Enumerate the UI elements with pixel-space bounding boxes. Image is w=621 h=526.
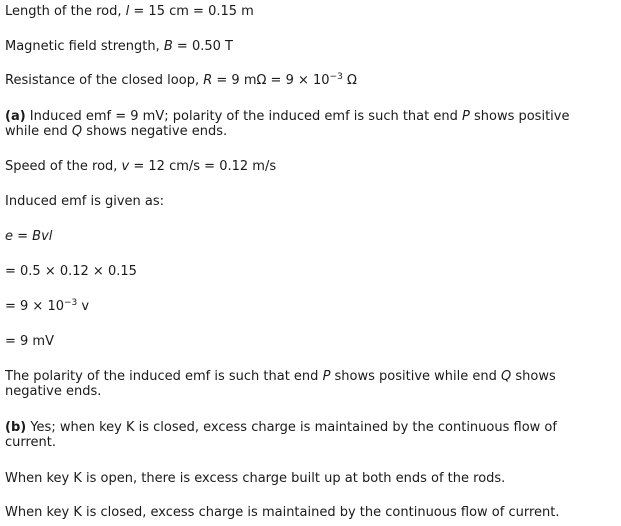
speed-value: = 12 cm/s = 0.12 m/s bbox=[129, 159, 277, 174]
rod-length-line bbox=[5, 4, 254, 19]
key-open-text: When key K is open, there is excess charge built up at both ends of the rods. bbox=[5, 471, 506, 486]
resistance-unit: Ω bbox=[342, 73, 357, 88]
rod-length-symbol: l bbox=[125, 4, 130, 19]
calc-step-3: = 9 mV bbox=[5, 334, 54, 349]
emf-formula bbox=[5, 229, 52, 244]
part-a-text-2: shows positive while end bbox=[5, 109, 570, 139]
speed-symbol: v bbox=[121, 159, 130, 174]
polarity-end-q: Q bbox=[501, 369, 512, 384]
polarity-paragraph bbox=[5, 369, 605, 399]
end-q-label: Q bbox=[71, 124, 83, 139]
polarity-end-p: P bbox=[322, 369, 331, 384]
field-strength-value: = 0.50 T bbox=[172, 39, 233, 54]
step-2-unit: v bbox=[77, 299, 90, 314]
part-b-text: Yes; when key K is closed, excess charge is maintained by the continuous flow of current. bbox=[5, 420, 557, 450]
part-b-marker: (b) bbox=[5, 420, 27, 435]
rod-length-label: Length of the rod, bbox=[5, 4, 126, 19]
calc-step-2 bbox=[5, 299, 89, 314]
part-a-text: Induced emf = 9 mV; polarity of the induced emf is such that end bbox=[25, 109, 462, 124]
resistance-label: Resistance of the closed loop, bbox=[5, 73, 204, 88]
part-a-text-3: shows negative ends. bbox=[82, 124, 228, 139]
polarity-text: The polarity of the induced emf is such that end bbox=[5, 369, 323, 384]
formula-lhs: e bbox=[5, 229, 13, 244]
speed-label: Speed of the rod, bbox=[5, 159, 122, 174]
key-closed-text: When key K is closed, excess charge is maintained by the continuous flow of current. bbox=[5, 505, 560, 520]
resistance-value: = 9 mΩ = 9 × 10 bbox=[212, 73, 330, 88]
field-strength-line bbox=[5, 39, 233, 54]
part-a-marker: (a) bbox=[5, 109, 26, 124]
part-b-paragraph bbox=[5, 420, 605, 450]
step-2-exponent: −3 bbox=[64, 298, 78, 308]
formula-eq: = bbox=[13, 229, 33, 244]
part-a-paragraph bbox=[5, 109, 605, 139]
field-strength-symbol: B bbox=[163, 39, 173, 54]
polarity-text-3: shows negative ends. bbox=[5, 369, 556, 399]
resistance-symbol: R bbox=[203, 73, 213, 88]
emf-intro: Induced emf is given as: bbox=[5, 194, 165, 209]
step-2-value: = 9 × 10 bbox=[5, 299, 64, 314]
field-strength-label: Magnetic field strength, bbox=[5, 39, 164, 54]
formula-rhs: Bvl bbox=[32, 229, 53, 244]
rod-length-value: = 15 cm = 0.15 m bbox=[129, 4, 254, 19]
end-p-label: P bbox=[462, 109, 470, 124]
resistance-exponent: −3 bbox=[329, 72, 343, 82]
speed-line bbox=[5, 159, 276, 174]
polarity-text-2: shows positive while end bbox=[330, 369, 502, 384]
resistance-line bbox=[5, 73, 357, 88]
calc-step-1: = 0.5 × 0.12 × 0.15 bbox=[5, 264, 137, 279]
